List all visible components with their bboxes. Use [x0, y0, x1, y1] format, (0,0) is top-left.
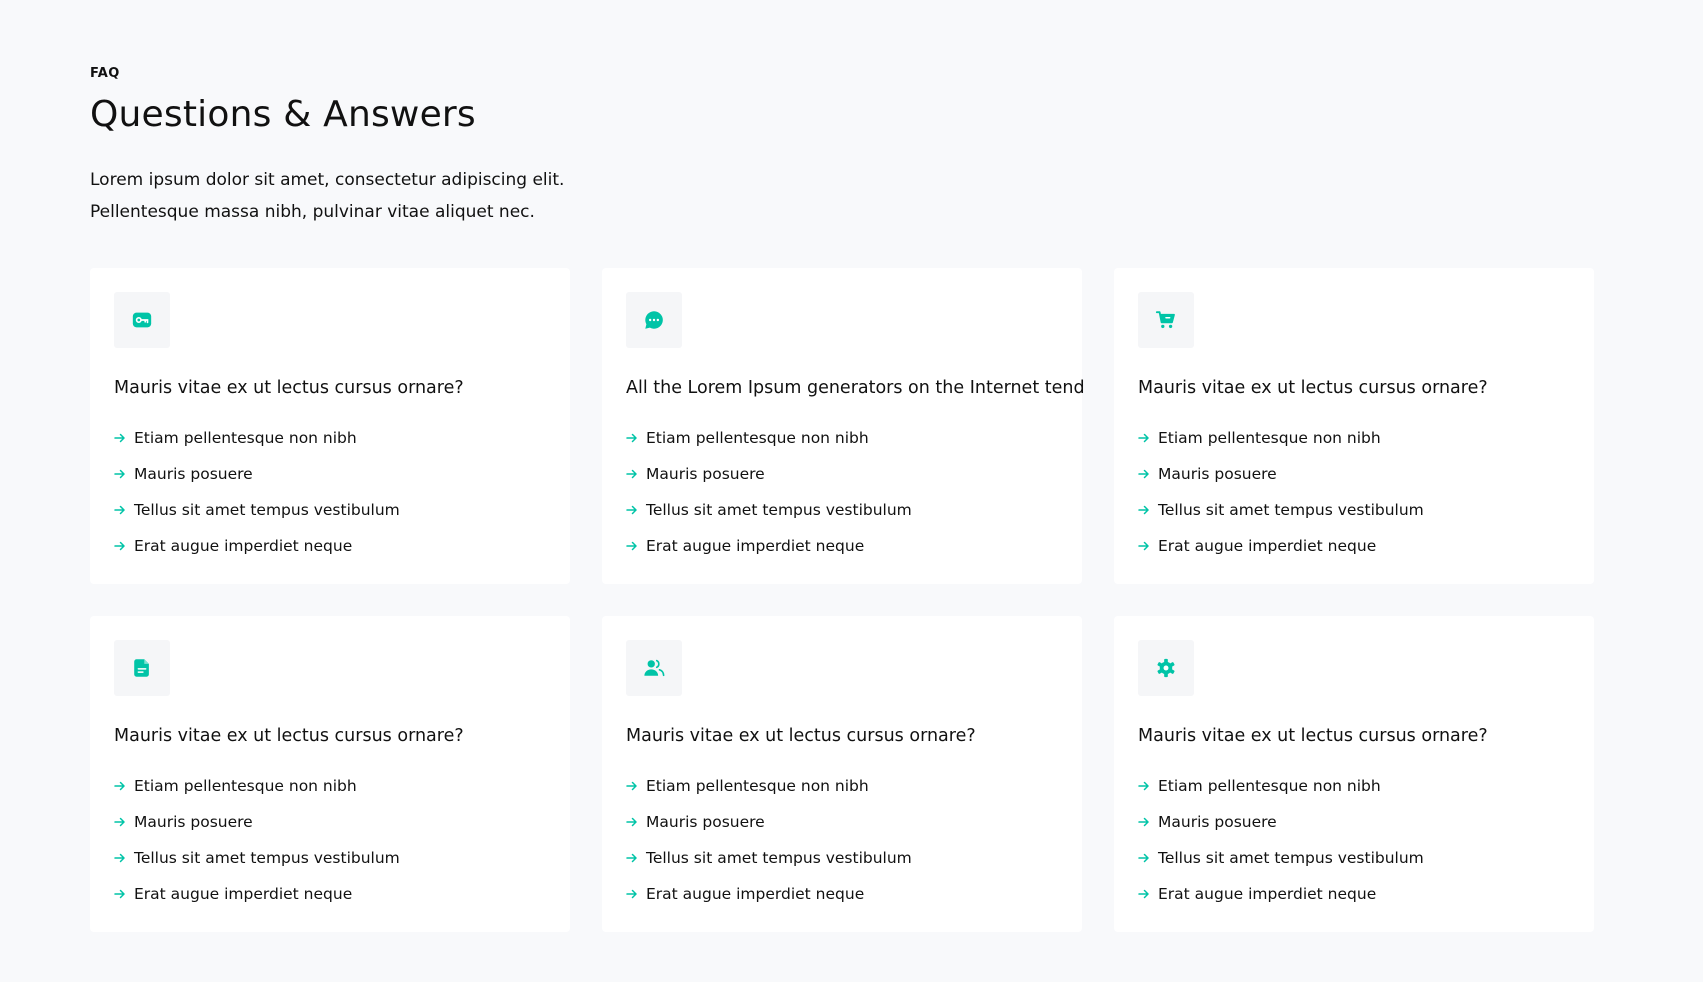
card-list: [1138, 768, 1570, 912]
list-item: [114, 804, 546, 840]
list-item-text: Mauris posuere: [646, 813, 765, 831]
section-description: Lorem ipsum dolor sit amet, consectetur adipiscing elit. Pellentesque massa nibh, pulvinar vitae aliquet nec.: [90, 170, 565, 222]
faq-card: [602, 616, 1082, 932]
list-item-text: Mauris posuere: [646, 465, 765, 483]
list-item: [1138, 492, 1570, 528]
list-item: [1138, 840, 1570, 876]
arrow-right-icon: [1138, 432, 1150, 444]
card-list: [626, 768, 1058, 912]
faq-card: [602, 268, 1085, 584]
list-item-text: Etiam pellentesque non nibh: [1158, 777, 1381, 795]
list-item-text: Tellus sit amet tempus vestibulum: [134, 849, 400, 867]
list-item-text: Etiam pellentesque non nibh: [646, 429, 869, 447]
card-title: Mauris vitae ex ut lectus cursus ornare?: [626, 726, 976, 746]
card-list: [1138, 420, 1570, 564]
list-item-text: Erat augue imperdiet neque: [646, 885, 865, 903]
list-item: [1138, 528, 1570, 564]
list-item: [1138, 768, 1570, 804]
list-item: [1138, 804, 1570, 840]
list-item: [114, 420, 546, 456]
arrow-right-icon: [626, 504, 638, 516]
arrow-right-icon: [114, 888, 126, 900]
list-item: [114, 456, 546, 492]
faq-card: [1114, 616, 1594, 932]
page-title: Questions & Answers: [90, 94, 476, 135]
list-item-text: Tellus sit amet tempus vestibulum: [1158, 849, 1424, 867]
arrow-right-icon: [1138, 504, 1150, 516]
gear-icon: [1138, 640, 1194, 696]
list-item-text: Erat augue imperdiet neque: [1158, 885, 1377, 903]
arrow-right-icon: [1138, 540, 1150, 552]
arrow-right-icon: [114, 540, 126, 552]
arrow-right-icon: [114, 816, 126, 828]
users-icon: [626, 640, 682, 696]
list-item: [1138, 876, 1570, 912]
arrow-right-icon: [626, 432, 638, 444]
arrow-right-icon: [114, 504, 126, 516]
list-item-text: Tellus sit amet tempus vestibulum: [134, 501, 400, 519]
list-item-text: Etiam pellentesque non nibh: [134, 429, 357, 447]
list-item-text: Etiam pellentesque non nibh: [1158, 429, 1381, 447]
list-item-text: Tellus sit amet tempus vestibulum: [1158, 501, 1424, 519]
arrow-right-icon: [1138, 468, 1150, 480]
list-item: [114, 768, 546, 804]
list-item: [1138, 456, 1570, 492]
faq-card: [90, 268, 570, 584]
arrow-right-icon: [626, 468, 638, 480]
list-item: [1138, 420, 1570, 456]
list-item: [114, 840, 546, 876]
arrow-right-icon: [626, 888, 638, 900]
list-item: [626, 876, 1058, 912]
arrow-right-icon: [626, 816, 638, 828]
list-item-text: Mauris posuere: [134, 465, 253, 483]
card-title: All the Lorem Ipsum generators on the Internet tend: [626, 378, 1085, 398]
card-title: Mauris vitae ex ut lectus cursus ornare?: [1138, 378, 1488, 398]
card-title: Mauris vitae ex ut lectus cursus ornare?: [1138, 726, 1488, 746]
arrow-right-icon: [1138, 780, 1150, 792]
arrow-right-icon: [1138, 816, 1150, 828]
arrow-right-icon: [626, 540, 638, 552]
list-item: [626, 420, 1058, 456]
chat-icon: [626, 292, 682, 348]
list-item: [626, 840, 1058, 876]
faq-card: [1114, 268, 1594, 584]
list-item-text: Erat augue imperdiet neque: [134, 885, 353, 903]
arrow-right-icon: [114, 852, 126, 864]
list-item: [626, 768, 1058, 804]
arrow-right-icon: [114, 780, 126, 792]
document-icon: [114, 640, 170, 696]
list-item-text: Tellus sit amet tempus vestibulum: [646, 501, 912, 519]
card-title: Mauris vitae ex ut lectus cursus ornare?: [114, 726, 464, 746]
section-eyebrow: FAQ: [90, 66, 120, 81]
faq-grid: [90, 268, 1595, 932]
card-list: [626, 420, 1058, 564]
cart-icon: [1138, 292, 1194, 348]
list-item-text: Erat augue imperdiet neque: [646, 537, 865, 555]
list-item-text: Etiam pellentesque non nibh: [646, 777, 869, 795]
key-icon: [114, 292, 170, 348]
list-item: [114, 876, 546, 912]
arrow-right-icon: [1138, 852, 1150, 864]
list-item-text: Erat augue imperdiet neque: [1158, 537, 1377, 555]
list-item: [626, 804, 1058, 840]
list-item-text: Erat augue imperdiet neque: [134, 537, 353, 555]
list-item: [114, 528, 546, 564]
card-title: Mauris vitae ex ut lectus cursus ornare?: [114, 378, 464, 398]
faq-card: [90, 616, 570, 932]
list-item-text: Tellus sit amet tempus vestibulum: [646, 849, 912, 867]
card-list: [114, 768, 546, 912]
arrow-right-icon: [1138, 888, 1150, 900]
list-item: [114, 492, 546, 528]
list-item: [626, 492, 1058, 528]
card-list: [114, 420, 546, 564]
list-item: [626, 456, 1058, 492]
arrow-right-icon: [114, 468, 126, 480]
list-item-text: Etiam pellentesque non nibh: [134, 777, 357, 795]
arrow-right-icon: [626, 852, 638, 864]
list-item-text: Mauris posuere: [1158, 465, 1277, 483]
arrow-right-icon: [114, 432, 126, 444]
arrow-right-icon: [626, 780, 638, 792]
list-item-text: Mauris posuere: [1158, 813, 1277, 831]
list-item: [626, 528, 1058, 564]
list-item-text: Mauris posuere: [134, 813, 253, 831]
